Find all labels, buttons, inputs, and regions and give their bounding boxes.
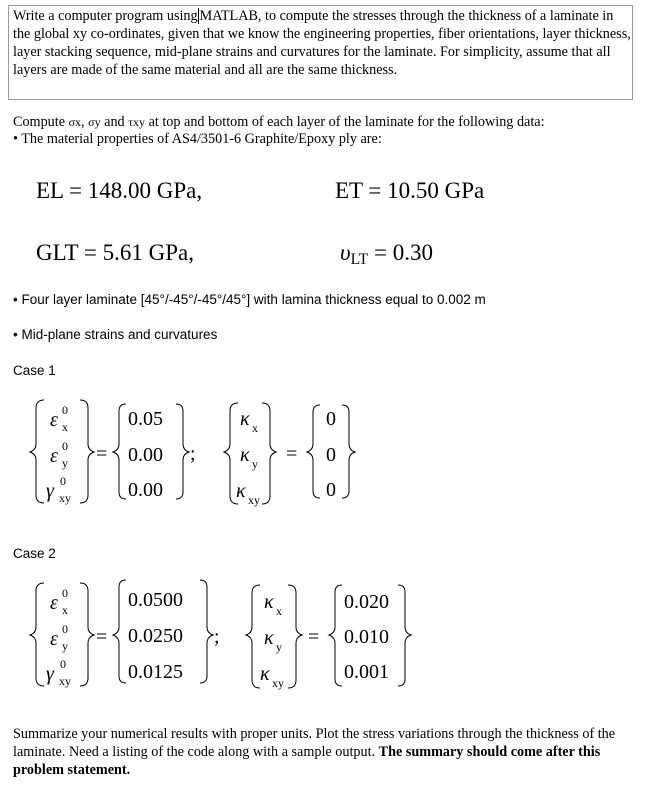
- brace: [80, 400, 94, 503]
- curvature-symbol: κ: [240, 408, 250, 430]
- brace: [398, 585, 411, 686]
- case1-label: Case 1: [13, 363, 56, 378]
- curvature-value: 0.001: [344, 661, 389, 683]
- equals-sign: =: [96, 443, 108, 465]
- brace: [262, 403, 276, 504]
- compute-suffix: at top and bottom of each layer of the laminate for the following data:: [145, 114, 545, 130]
- nu-symbol: υ: [340, 240, 351, 265]
- brace: [113, 404, 126, 499]
- brace: [288, 585, 302, 688]
- curvature-value: 0: [326, 408, 336, 430]
- equals-sign: =: [308, 626, 320, 648]
- nu-sub: LT: [350, 250, 369, 268]
- brace: [200, 580, 213, 683]
- curvature-symbol: κ: [240, 444, 250, 466]
- midplane-bullet: • Mid-plane strains and curvatures: [13, 327, 218, 342]
- curvature-value: 0: [326, 479, 336, 501]
- material-bullet: • The material properties of AS4/3501-6 Graphite/Epoxy ply are:: [13, 131, 382, 147]
- prop-glt: GLT = 5.61 GPa,: [36, 240, 195, 265]
- strain-symbol: ε: [50, 409, 58, 431]
- strain-sub: y: [62, 639, 68, 653]
- summary-bold-text: The summary should come after this problem statement.: [13, 744, 601, 778]
- strain-symbol: γ: [46, 480, 54, 502]
- curvature-sub: xy: [272, 676, 284, 690]
- semicolon: ;: [214, 626, 220, 648]
- brace: [246, 585, 260, 688]
- curvature-symbol: κ: [260, 663, 270, 685]
- curvature-sub: y: [276, 640, 282, 654]
- strain-sup: 0: [60, 657, 66, 671]
- curvature-value: 0.010: [344, 626, 389, 648]
- laminate-bullet: • Four layer laminate [45°/-45°/-45°/45°] with lamina thickness equal to 0.002 m: [13, 292, 486, 307]
- strain-value: 0.00: [128, 444, 163, 466]
- strain-sup: 0: [60, 474, 66, 488]
- curvature-sub: xy: [248, 493, 260, 507]
- prop-el: EL = 148.00 GPa,: [36, 178, 203, 203]
- prop-et: ET = 10.50 GPa: [335, 178, 485, 203]
- equals-sign: =: [96, 626, 108, 648]
- strain-sup: 0: [62, 586, 68, 600]
- curvature-symbol: κ: [264, 591, 274, 613]
- strain-symbol: ε: [50, 628, 58, 650]
- case2-label: Case 2: [13, 546, 56, 561]
- tau-xy: τxy: [128, 115, 146, 129]
- brace: [342, 405, 355, 498]
- sigma-x: σx: [68, 115, 82, 129]
- intro-text-start: Write a computer program using: [13, 8, 198, 24]
- brace: [113, 580, 126, 683]
- strain-value: 0.05: [128, 408, 163, 430]
- strain-sup: 0: [62, 403, 68, 417]
- strain-sup: 0: [62, 622, 68, 636]
- strain-sub: x: [62, 420, 68, 434]
- sep: ,: [81, 114, 89, 130]
- equals-sign: =: [286, 443, 298, 465]
- strain-sub: xy: [59, 674, 71, 688]
- brace: [307, 405, 320, 498]
- nu-value: = 0.30: [368, 240, 433, 265]
- and-word: and: [100, 114, 129, 130]
- sigma-y: σy: [88, 115, 101, 129]
- strain-sub: y: [62, 456, 68, 470]
- brace: [329, 585, 342, 686]
- curvature-symbol: κ: [236, 480, 246, 502]
- brace: [30, 583, 44, 686]
- strain-sup: 0: [62, 439, 68, 453]
- curvature-symbol: κ: [264, 627, 274, 649]
- brace: [80, 583, 94, 686]
- curvature-value: 0: [326, 444, 336, 466]
- semicolon: ;: [190, 443, 196, 465]
- brace: [30, 400, 44, 503]
- summary-paragraph: [13, 725, 633, 779]
- curvature-sub: y: [252, 457, 258, 471]
- compute-prefix: Compute: [13, 114, 69, 130]
- strain-symbol: ε: [50, 445, 58, 467]
- strain-symbol: γ: [46, 663, 54, 685]
- strain-value: 0.00: [128, 479, 163, 501]
- strain-symbol: ε: [50, 592, 58, 614]
- strain-value: 0.0500: [128, 589, 183, 611]
- curvature-sub: x: [252, 421, 258, 435]
- strain-sub: x: [62, 603, 68, 617]
- brace: [176, 404, 189, 499]
- strain-sub: xy: [59, 491, 71, 505]
- summary-text: Summarize your numerical results with proper units. Plot the stress variations through the thickness of the laminate. Need a listing of the code along with a sample output.: [13, 726, 616, 760]
- curvature-value: 0.020: [344, 591, 389, 613]
- curvature-sub: x: [276, 604, 282, 618]
- intro-text-rest: MATLAB, to compute the stresses through the thickness of a laminate in the global xy co-ordinates, given that we know the engineering properties, fiber orientations, layer thickness, layer stacking sequence, mid-plane strains and curvatures for the laminate. For simplicity, assume that all layers are made of the same material and all are the same thickness.: [13, 8, 631, 78]
- strain-value: 0.0250: [128, 625, 183, 647]
- strain-value: 0.0125: [128, 661, 183, 683]
